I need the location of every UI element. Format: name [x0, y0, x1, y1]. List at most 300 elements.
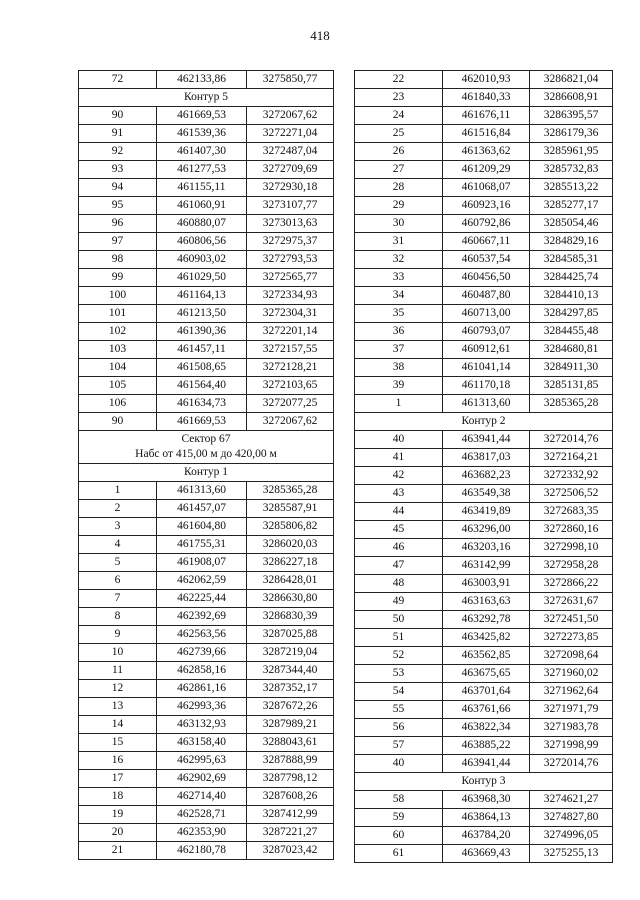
point-number-cell: 34 — [355, 287, 443, 305]
table-row — [79, 770, 334, 788]
sector-header-row — [79, 431, 334, 464]
point-number-cell: 1 — [79, 482, 157, 500]
table-row — [355, 539, 613, 557]
y-coordinate-cell: 3285365,28 — [247, 482, 334, 500]
table-row — [79, 323, 334, 341]
x-coordinate-cell: 461604,80 — [157, 518, 247, 536]
point-number-cell: 43 — [355, 485, 443, 503]
x-coordinate-cell: 461457,07 — [157, 500, 247, 518]
y-coordinate-cell: 3272709,69 — [247, 161, 334, 179]
x-coordinate-cell: 462392,69 — [157, 608, 247, 626]
x-coordinate-cell: 463562,85 — [443, 647, 530, 665]
x-coordinate-cell: 461209,29 — [443, 161, 530, 179]
y-coordinate-cell: 3272332,92 — [530, 467, 613, 485]
point-number-cell: 103 — [79, 341, 157, 359]
y-coordinate-cell: 3272930,18 — [247, 179, 334, 197]
y-coordinate-cell: 3272014,76 — [530, 431, 613, 449]
point-number-cell: 11 — [79, 662, 157, 680]
y-coordinate-cell: 3287025,88 — [247, 626, 334, 644]
y-coordinate-cell: 3286608,91 — [530, 89, 613, 107]
x-coordinate-cell: 462133,86 — [157, 71, 247, 89]
x-coordinate-cell: 460880,07 — [157, 215, 247, 233]
y-coordinate-cell: 3271971,79 — [530, 701, 613, 719]
y-coordinate-cell: 3287352,17 — [247, 680, 334, 698]
point-number-cell: 10 — [79, 644, 157, 662]
y-coordinate-cell: 3287412,99 — [247, 806, 334, 824]
x-coordinate-cell: 461170,18 — [443, 377, 530, 395]
table-row — [79, 287, 334, 305]
coordinates-table-right — [354, 70, 613, 863]
table-row — [79, 107, 334, 125]
point-number-cell: 15 — [79, 734, 157, 752]
x-coordinate-cell: 463817,03 — [443, 449, 530, 467]
table-row — [355, 665, 613, 683]
point-number-cell: 54 — [355, 683, 443, 701]
x-coordinate-cell: 463296,00 — [443, 521, 530, 539]
x-coordinate-cell: 460806,56 — [157, 233, 247, 251]
y-coordinate-cell: 3287672,26 — [247, 698, 334, 716]
point-number-cell: 106 — [79, 395, 157, 413]
y-coordinate-cell: 3285054,46 — [530, 215, 613, 233]
y-coordinate-cell: 3284911,30 — [530, 359, 613, 377]
table-row — [79, 341, 334, 359]
y-coordinate-cell: 3286428,01 — [247, 572, 334, 590]
y-coordinate-cell: 3271998,99 — [530, 737, 613, 755]
table-row — [355, 431, 613, 449]
table-row — [355, 683, 613, 701]
x-coordinate-cell: 463419,89 — [443, 503, 530, 521]
table-row — [79, 125, 334, 143]
table-row — [355, 197, 613, 215]
coordinates-table-left — [78, 70, 334, 860]
x-coordinate-cell: 461164,13 — [157, 287, 247, 305]
table-row — [355, 125, 613, 143]
table-row — [79, 680, 334, 698]
point-number-cell: 32 — [355, 251, 443, 269]
table-row — [355, 557, 613, 575]
y-coordinate-cell: 3284297,85 — [530, 305, 613, 323]
point-number-cell: 2 — [79, 500, 157, 518]
y-coordinate-cell: 3287989,21 — [247, 716, 334, 734]
x-coordinate-cell: 462739,66 — [157, 644, 247, 662]
x-coordinate-cell: 461676,11 — [443, 107, 530, 125]
point-number-cell: 24 — [355, 107, 443, 125]
point-number-cell: 49 — [355, 593, 443, 611]
point-number-cell: 56 — [355, 719, 443, 737]
y-coordinate-cell: 3274827,80 — [530, 809, 613, 827]
table-row — [79, 734, 334, 752]
y-coordinate-cell: 3272683,35 — [530, 503, 613, 521]
point-number-cell: 95 — [79, 197, 157, 215]
table-row — [79, 395, 334, 413]
y-coordinate-cell: 3286830,39 — [247, 608, 334, 626]
sector-height-range: Набс от 415,00 м до 420,00 м — [135, 448, 277, 460]
y-coordinate-cell: 3272860,16 — [530, 521, 613, 539]
table-row — [79, 500, 334, 518]
x-coordinate-cell: 463142,99 — [443, 557, 530, 575]
table-row — [79, 71, 334, 89]
y-coordinate-cell: 3274621,27 — [530, 791, 613, 809]
y-coordinate-cell: 3272098,64 — [530, 647, 613, 665]
point-number-cell: 104 — [79, 359, 157, 377]
x-coordinate-cell: 460903,02 — [157, 251, 247, 269]
table-row — [355, 215, 613, 233]
table-row — [79, 716, 334, 734]
table-row — [79, 482, 334, 500]
x-coordinate-cell: 461564,40 — [157, 377, 247, 395]
point-number-cell: 9 — [79, 626, 157, 644]
x-coordinate-cell: 461669,53 — [157, 413, 247, 431]
point-number-cell: 96 — [79, 215, 157, 233]
point-number-cell: 35 — [355, 305, 443, 323]
x-coordinate-cell: 463203,16 — [443, 539, 530, 557]
x-coordinate-cell: 463003,91 — [443, 575, 530, 593]
point-number-cell: 97 — [79, 233, 157, 251]
y-coordinate-cell: 3272451,50 — [530, 611, 613, 629]
table-row — [79, 554, 334, 572]
y-coordinate-cell: 3285587,91 — [247, 500, 334, 518]
point-number-cell: 1 — [355, 395, 443, 413]
table-row — [79, 413, 334, 431]
point-number-cell: 37 — [355, 341, 443, 359]
point-number-cell: 98 — [79, 251, 157, 269]
point-number-cell: 7 — [79, 590, 157, 608]
x-coordinate-cell: 461277,53 — [157, 161, 247, 179]
x-coordinate-cell: 461313,60 — [443, 395, 530, 413]
x-coordinate-cell: 461029,50 — [157, 269, 247, 287]
x-coordinate-cell: 463158,40 — [157, 734, 247, 752]
x-coordinate-cell: 461155,11 — [157, 179, 247, 197]
table-row — [355, 161, 613, 179]
point-number-cell: 22 — [355, 71, 443, 89]
point-number-cell: 4 — [79, 536, 157, 554]
contour-header-row — [355, 773, 613, 791]
table-row — [355, 701, 613, 719]
y-coordinate-cell: 3272958,28 — [530, 557, 613, 575]
point-number-cell: 52 — [355, 647, 443, 665]
point-number-cell: 102 — [79, 323, 157, 341]
point-number-cell: 33 — [355, 269, 443, 287]
table-row — [355, 467, 613, 485]
contour-header-row — [79, 89, 334, 107]
x-coordinate-cell: 461313,60 — [157, 482, 247, 500]
table-row — [355, 503, 613, 521]
table-row — [355, 791, 613, 809]
x-coordinate-cell: 463675,65 — [443, 665, 530, 683]
table-row — [355, 845, 613, 863]
x-coordinate-cell: 461516,84 — [443, 125, 530, 143]
table-row — [79, 161, 334, 179]
point-number-cell: 48 — [355, 575, 443, 593]
y-coordinate-cell: 3287798,12 — [247, 770, 334, 788]
point-number-cell: 45 — [355, 521, 443, 539]
y-coordinate-cell: 3286395,57 — [530, 107, 613, 125]
point-number-cell: 23 — [355, 89, 443, 107]
point-number-cell: 13 — [79, 698, 157, 716]
y-coordinate-cell: 3287344,40 — [247, 662, 334, 680]
table-row — [355, 449, 613, 467]
x-coordinate-cell: 462062,59 — [157, 572, 247, 590]
x-coordinate-cell: 460793,07 — [443, 323, 530, 341]
y-coordinate-cell: 3272565,77 — [247, 269, 334, 287]
table-row — [79, 377, 334, 395]
point-number-cell: 46 — [355, 539, 443, 557]
y-coordinate-cell: 3272793,53 — [247, 251, 334, 269]
y-coordinate-cell: 3272487,04 — [247, 143, 334, 161]
contour-header-row — [355, 413, 613, 431]
x-coordinate-cell: 462861,16 — [157, 680, 247, 698]
point-number-cell: 40 — [355, 755, 443, 773]
point-number-cell: 105 — [79, 377, 157, 395]
y-coordinate-cell: 3271960,02 — [530, 665, 613, 683]
contour-header: Контур 1 — [79, 464, 334, 482]
x-coordinate-cell: 462010,93 — [443, 71, 530, 89]
x-coordinate-cell: 461840,33 — [443, 89, 530, 107]
point-number-cell: 38 — [355, 359, 443, 377]
y-coordinate-cell: 3274996,05 — [530, 827, 613, 845]
table-row — [355, 827, 613, 845]
x-coordinate-cell: 462858,16 — [157, 662, 247, 680]
y-coordinate-cell: 3284410,13 — [530, 287, 613, 305]
y-coordinate-cell: 3272273,85 — [530, 629, 613, 647]
x-coordinate-cell: 462995,63 — [157, 752, 247, 770]
x-coordinate-cell: 463968,30 — [443, 791, 530, 809]
y-coordinate-cell: 3272103,65 — [247, 377, 334, 395]
table-row — [355, 485, 613, 503]
table-row — [355, 593, 613, 611]
table-row — [355, 629, 613, 647]
x-coordinate-cell: 463761,66 — [443, 701, 530, 719]
x-coordinate-cell: 461457,11 — [157, 341, 247, 359]
point-number-cell: 6 — [79, 572, 157, 590]
point-number-cell: 93 — [79, 161, 157, 179]
point-number-cell: 20 — [79, 824, 157, 842]
x-coordinate-cell: 461060,91 — [157, 197, 247, 215]
table-row — [79, 842, 334, 860]
y-coordinate-cell: 3272866,22 — [530, 575, 613, 593]
y-coordinate-cell: 3272014,76 — [530, 755, 613, 773]
y-coordinate-cell: 3284829,16 — [530, 233, 613, 251]
point-number-cell: 60 — [355, 827, 443, 845]
point-number-cell: 91 — [79, 125, 157, 143]
point-number-cell: 30 — [355, 215, 443, 233]
y-coordinate-cell: 3272128,21 — [247, 359, 334, 377]
y-coordinate-cell: 3271983,78 — [530, 719, 613, 737]
point-number-cell: 12 — [79, 680, 157, 698]
y-coordinate-cell: 3272631,67 — [530, 593, 613, 611]
table-row — [355, 521, 613, 539]
table-row — [79, 197, 334, 215]
point-number-cell: 25 — [355, 125, 443, 143]
y-coordinate-cell: 3285961,95 — [530, 143, 613, 161]
y-coordinate-cell: 3285365,28 — [530, 395, 613, 413]
page-number: 418 — [310, 28, 330, 43]
point-number-cell: 99 — [79, 269, 157, 287]
x-coordinate-cell: 462353,90 — [157, 824, 247, 842]
y-coordinate-cell: 3286020,03 — [247, 536, 334, 554]
contour-header: Контур 5 — [79, 89, 334, 107]
table-row — [355, 359, 613, 377]
table-row — [355, 647, 613, 665]
point-number-cell: 100 — [79, 287, 157, 305]
table-row — [355, 809, 613, 827]
point-number-cell: 72 — [79, 71, 157, 89]
sector-header — [79, 431, 334, 464]
y-coordinate-cell: 3272077,25 — [247, 395, 334, 413]
y-coordinate-cell: 3286227,18 — [247, 554, 334, 572]
table-row — [355, 269, 613, 287]
point-number-cell: 5 — [79, 554, 157, 572]
point-number-cell: 101 — [79, 305, 157, 323]
y-coordinate-cell: 3272157,55 — [247, 341, 334, 359]
point-number-cell: 50 — [355, 611, 443, 629]
y-coordinate-cell: 3272506,52 — [530, 485, 613, 503]
y-coordinate-cell: 3272975,37 — [247, 233, 334, 251]
table-row — [79, 269, 334, 287]
x-coordinate-cell: 463822,34 — [443, 719, 530, 737]
table-row — [79, 143, 334, 161]
x-coordinate-cell: 463549,38 — [443, 485, 530, 503]
table-row — [355, 89, 613, 107]
point-number-cell: 55 — [355, 701, 443, 719]
table-row — [355, 395, 613, 413]
point-number-cell: 41 — [355, 449, 443, 467]
y-coordinate-cell: 3275850,77 — [247, 71, 334, 89]
table-row — [355, 575, 613, 593]
x-coordinate-cell: 463425,82 — [443, 629, 530, 647]
y-coordinate-cell: 3287221,27 — [247, 824, 334, 842]
x-coordinate-cell: 463292,78 — [443, 611, 530, 629]
x-coordinate-cell: 463941,44 — [443, 431, 530, 449]
point-number-cell: 51 — [355, 629, 443, 647]
x-coordinate-cell: 461669,53 — [157, 107, 247, 125]
y-coordinate-cell: 3272304,31 — [247, 305, 334, 323]
table-row — [355, 377, 613, 395]
table-row — [79, 752, 334, 770]
x-coordinate-cell: 463132,93 — [157, 716, 247, 734]
table-row — [355, 305, 613, 323]
y-coordinate-cell: 3287023,42 — [247, 842, 334, 860]
point-number-cell: 90 — [79, 107, 157, 125]
y-coordinate-cell: 3288043,61 — [247, 734, 334, 752]
y-coordinate-cell: 3284455,48 — [530, 323, 613, 341]
table-row — [79, 215, 334, 233]
point-number-cell: 8 — [79, 608, 157, 626]
table-row — [79, 572, 334, 590]
x-coordinate-cell: 463885,22 — [443, 737, 530, 755]
point-number-cell: 29 — [355, 197, 443, 215]
table-row — [79, 590, 334, 608]
point-number-cell: 61 — [355, 845, 443, 863]
point-number-cell: 59 — [355, 809, 443, 827]
point-number-cell: 58 — [355, 791, 443, 809]
table-row — [79, 305, 334, 323]
table-row — [355, 323, 613, 341]
y-coordinate-cell: 3287608,26 — [247, 788, 334, 806]
x-coordinate-cell: 461041,14 — [443, 359, 530, 377]
y-coordinate-cell: 3273107,77 — [247, 197, 334, 215]
table-row — [79, 644, 334, 662]
point-number-cell: 36 — [355, 323, 443, 341]
y-coordinate-cell: 3275255,13 — [530, 845, 613, 863]
point-number-cell: 14 — [79, 716, 157, 734]
x-coordinate-cell: 461363,62 — [443, 143, 530, 161]
point-number-cell: 28 — [355, 179, 443, 197]
x-coordinate-cell: 461908,07 — [157, 554, 247, 572]
y-coordinate-cell: 3272067,62 — [247, 413, 334, 431]
y-coordinate-cell: 3285131,85 — [530, 377, 613, 395]
table-row — [79, 233, 334, 251]
table-row — [355, 71, 613, 89]
table-row — [355, 179, 613, 197]
x-coordinate-cell: 460456,50 — [443, 269, 530, 287]
table-row — [79, 698, 334, 716]
point-number-cell: 53 — [355, 665, 443, 683]
y-coordinate-cell: 3272067,62 — [247, 107, 334, 125]
y-coordinate-cell: 3272271,04 — [247, 125, 334, 143]
y-coordinate-cell: 3273013,63 — [247, 215, 334, 233]
point-number-cell: 31 — [355, 233, 443, 251]
table-row — [79, 251, 334, 269]
table-row — [355, 737, 613, 755]
point-number-cell: 47 — [355, 557, 443, 575]
y-coordinate-cell: 3284585,31 — [530, 251, 613, 269]
x-coordinate-cell: 462225,44 — [157, 590, 247, 608]
point-number-cell: 16 — [79, 752, 157, 770]
x-coordinate-cell: 463682,23 — [443, 467, 530, 485]
x-coordinate-cell: 460912,61 — [443, 341, 530, 359]
y-coordinate-cell: 3272201,14 — [247, 323, 334, 341]
y-coordinate-cell: 3285277,17 — [530, 197, 613, 215]
point-number-cell: 27 — [355, 161, 443, 179]
table-row — [79, 626, 334, 644]
table-row — [79, 359, 334, 377]
point-number-cell: 42 — [355, 467, 443, 485]
x-coordinate-cell: 460792,86 — [443, 215, 530, 233]
point-number-cell: 21 — [79, 842, 157, 860]
x-coordinate-cell: 461390,36 — [157, 323, 247, 341]
y-coordinate-cell: 3287219,04 — [247, 644, 334, 662]
x-coordinate-cell: 462993,36 — [157, 698, 247, 716]
x-coordinate-cell: 462563,56 — [157, 626, 247, 644]
x-coordinate-cell: 463701,64 — [443, 683, 530, 701]
y-coordinate-cell: 3272998,10 — [530, 539, 613, 557]
y-coordinate-cell: 3285513,22 — [530, 179, 613, 197]
x-coordinate-cell: 462180,78 — [157, 842, 247, 860]
table-row — [79, 608, 334, 626]
x-coordinate-cell: 461634,73 — [157, 395, 247, 413]
sector-title: Сектор 67 — [181, 433, 231, 445]
y-coordinate-cell: 3287888,99 — [247, 752, 334, 770]
x-coordinate-cell: 460667,11 — [443, 233, 530, 251]
y-coordinate-cell: 3286630,80 — [247, 590, 334, 608]
x-coordinate-cell: 462714,40 — [157, 788, 247, 806]
x-coordinate-cell: 460537,54 — [443, 251, 530, 269]
point-number-cell: 94 — [79, 179, 157, 197]
table-row — [79, 518, 334, 536]
point-number-cell: 44 — [355, 503, 443, 521]
y-coordinate-cell: 3285806,82 — [247, 518, 334, 536]
x-coordinate-cell: 461539,36 — [157, 125, 247, 143]
x-coordinate-cell: 463941,44 — [443, 755, 530, 773]
point-number-cell: 18 — [79, 788, 157, 806]
x-coordinate-cell: 463669,43 — [443, 845, 530, 863]
x-coordinate-cell: 463784,20 — [443, 827, 530, 845]
table-row — [355, 755, 613, 773]
y-coordinate-cell: 3284680,81 — [530, 341, 613, 359]
table-row — [355, 341, 613, 359]
table-row — [79, 824, 334, 842]
